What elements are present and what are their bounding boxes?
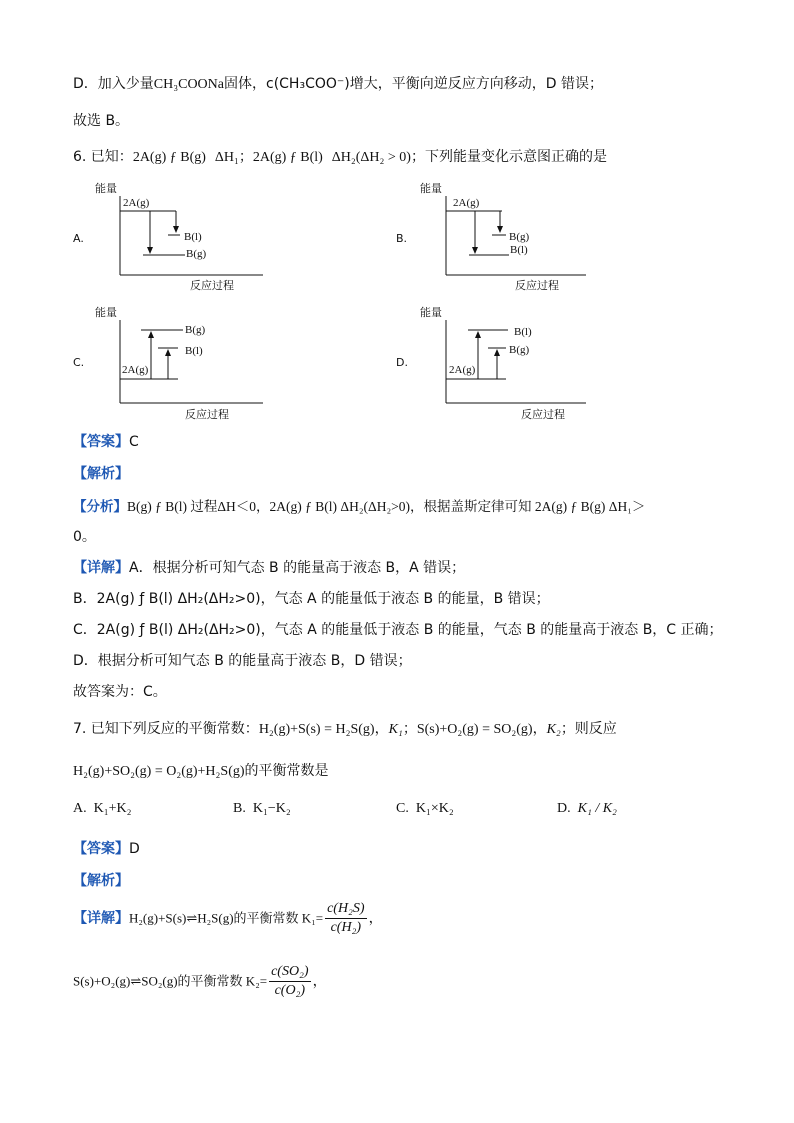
fraction: $\frac{\text{c(SO₂)}}{\text{c(O₂)}}$ [271, 964, 309, 998]
y-axis-label: 能量 [420, 306, 442, 319]
q7-answer: 【答案】D [73, 841, 140, 857]
diagram-c[interactable] [73, 300, 273, 425]
y-axis-label: 能量 [95, 182, 117, 195]
q6-final: 故答案为：C。 [73, 684, 167, 700]
lower-level-label: B(g) [186, 248, 207, 260]
upper-level-label: B(l) [184, 231, 202, 243]
lower-level-label: B(l) [510, 244, 528, 256]
x-axis-label: 反应过程 [521, 408, 565, 421]
x-axis-label: 反应过程 [515, 279, 559, 292]
q6-detail-d: D．根据分析可知气态 B 的能量高于液态 B，D 错误； [73, 653, 412, 669]
start-level-label: 2A(g) [123, 197, 150, 209]
q7-analysis-label: 【解析】 [73, 873, 129, 889]
diagram-b[interactable] [396, 180, 596, 295]
q7-option-d[interactable]: D. K₁ / K₂ [557, 801, 617, 816]
x-axis-label: 反应过程 [185, 408, 229, 421]
q7-option-a[interactable]: A. K₁+K₂ [73, 801, 132, 816]
option-letter: C. [73, 356, 85, 369]
q7-detail-1: 【详解】H₂(g)+S(s)⇌H₂S(g)的平衡常数 K₁= $\frac{\text{c(H₂S)}}{\text{c(H₂)}}$ ， [73, 901, 383, 935]
q7-option-b[interactable]: B. K₁−K₂ [233, 801, 291, 816]
q6-fenxi-line2: 0。 [73, 529, 96, 545]
q7-detail-2: S(s)+O₂(g)⇌SO₂(g)的平衡常数 K₂= $\frac{\text{c(SO₂)}}{\text{c(O₂)}}$ ， [73, 964, 327, 998]
q6-analysis-label: 【解析】 [73, 466, 129, 482]
y-axis-label: 能量 [420, 182, 442, 195]
prev-option-d: D．加入少量CH₃COONa固体，c(CH₃COO⁻)增大，平衡向逆反应方向移动，D 错误； [73, 76, 603, 92]
prev-conclusion: 故选 B。 [73, 113, 130, 129]
start-level-label: 2A(g) [449, 364, 476, 376]
middle-level-label: B(g) [509, 344, 530, 356]
option-letter: D. [396, 356, 408, 369]
start-level-label: 2A(g) [122, 364, 149, 376]
diagram-a[interactable] [73, 180, 273, 295]
q6-xiangjie-a: 【详解】A．根据分析可知气态 B 的能量高于液态 B，A 错误； [73, 560, 466, 576]
q6-fenxi-line1: 【分析】B(g) ƒ B(l) 过程ΔH＜0，2A(g) ƒ B(l) ΔH₂(ΔH₂>0)，根据盖斯定律可知 2A(g) ƒ B(g) ΔH₁＞ [73, 499, 646, 515]
middle-level-label: B(l) [185, 345, 203, 357]
x-axis-label: 反应过程 [190, 279, 234, 292]
upper-level-label: B(l) [514, 326, 532, 338]
upper-level-label: B(g) [185, 324, 206, 336]
q7-stem-line2: H₂(g)+SO₂(g) = O₂(g)+H₂S(g)的平衡常数是 [73, 763, 329, 779]
option-letter: B. [396, 232, 408, 245]
q6-answer: 【答案】C [73, 434, 139, 450]
q6-stem: 6. 已知：2A(g) ƒ B(g) ΔH₁；2A(g) ƒ B(l) ΔH₂(ΔH₂ > 0)；下列能量变化示意图正确的是 [73, 149, 607, 165]
q6-detail-c: C．2A(g) ƒ B(l) ΔH₂(ΔH₂>0)，气态 A 的能量低于液态 B 的能量，气态 B 的能量高于液态 B，C 正确； [73, 622, 723, 638]
q6-detail-b: B．2A(g) ƒ B(l) ΔH₂(ΔH₂>0)，气态 A 的能量低于液态 B 的能量，B 错误； [73, 591, 550, 607]
y-axis-label: 能量 [95, 306, 117, 319]
upper-level-label: B(g) [509, 231, 530, 243]
chem-formula: CH₃COONa [153, 77, 224, 92]
diagram-d[interactable] [396, 300, 596, 425]
q7-stem-line1: 7. 已知下列反应的平衡常数：H₂(g)+S(s) = H₂S(g)，K₁；S(s)+O₂(g) = SO₂(g)，K₂；则反应 [73, 721, 617, 737]
start-level-label: 2A(g) [453, 197, 480, 209]
fraction: $\frac{\text{c(H₂S)}}{\text{c(H₂)}}$ [327, 901, 365, 935]
option-letter: A. [73, 232, 84, 245]
q7-option-c[interactable]: C. K₁×K₂ [396, 801, 454, 816]
